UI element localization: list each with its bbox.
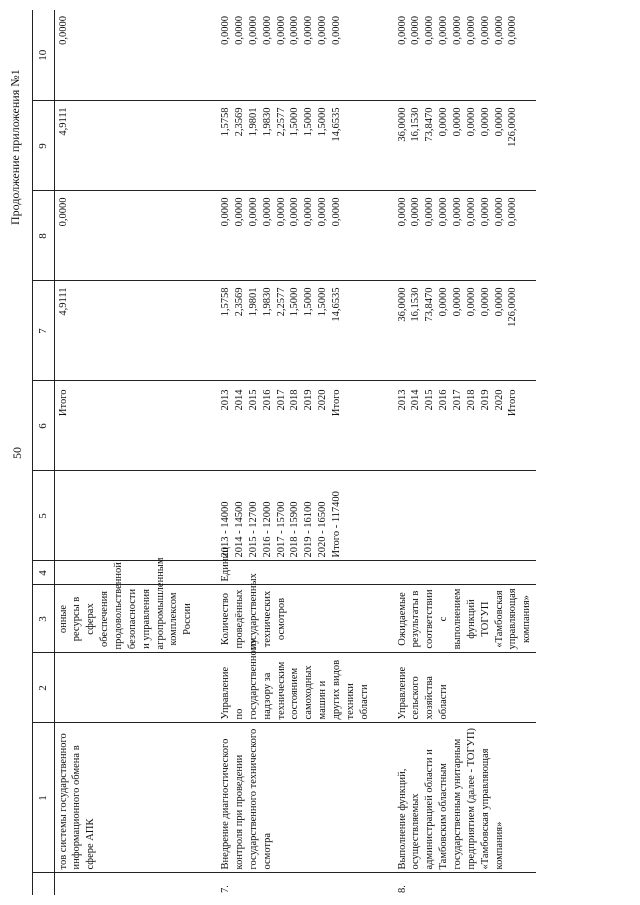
value: 0,0000 bbox=[261, 197, 273, 227]
table-row-7 bbox=[217, 10, 373, 895]
year-label: 2016 bbox=[261, 389, 273, 411]
year-label: 2020 bbox=[493, 389, 505, 411]
value: 0,0000 bbox=[479, 287, 491, 317]
value: 1,5000 bbox=[317, 107, 329, 137]
year-label: Итого bbox=[507, 389, 519, 417]
cell-regional-budget: 4,9111 bbox=[54, 101, 197, 191]
cell-indicator: Количество проведённых государственных технических осмотров bbox=[217, 585, 373, 653]
cell-local-budget: 0,0000 bbox=[54, 10, 197, 101]
cell-regional-budget bbox=[394, 101, 537, 191]
target-value: 2017 - 15700 bbox=[275, 501, 287, 558]
header-blank bbox=[33, 873, 55, 895]
total-label: Итого bbox=[57, 389, 69, 417]
value: 73,8470 bbox=[424, 287, 436, 322]
value: 0,0000 bbox=[247, 197, 259, 227]
value: 0,0000 bbox=[330, 197, 342, 227]
cell-year bbox=[217, 381, 373, 471]
value: 2,3569 bbox=[233, 107, 245, 137]
cell-indicator: онные ресурсы в сферах обеспечения продовольственной безопасности и управления агропромышленным комплексом России bbox=[54, 585, 197, 653]
value: 0,0000 bbox=[233, 197, 245, 227]
cell-total-funding bbox=[217, 281, 373, 381]
value: 0,0000 bbox=[247, 16, 259, 45]
value: 0,0000 bbox=[275, 197, 287, 227]
row-number: 7. bbox=[220, 885, 232, 893]
value: 0,0000 bbox=[289, 16, 301, 45]
value: 0,0000 bbox=[317, 16, 329, 45]
target-value: Итого - 117400 bbox=[330, 491, 342, 558]
year-label: 2014 bbox=[410, 389, 422, 411]
cell-unit: Единиц bbox=[217, 561, 373, 585]
value: 14,6535 bbox=[330, 107, 342, 142]
value: 1,5758 bbox=[220, 287, 232, 317]
value: 0,0000 bbox=[493, 107, 505, 137]
header-col-5: 5 bbox=[33, 471, 55, 561]
year-label: 2013 bbox=[220, 389, 232, 411]
year-label: 2013 bbox=[396, 389, 408, 411]
value: 0,0000 bbox=[493, 287, 505, 317]
cell-year bbox=[54, 381, 197, 471]
cell-unit bbox=[394, 561, 537, 585]
target-value: 2020 - 16500 bbox=[317, 501, 329, 558]
value: 1,9801 bbox=[247, 107, 259, 137]
year-label: 2018 bbox=[289, 389, 301, 411]
year-label: Итого bbox=[330, 389, 342, 417]
cell-local-budget bbox=[394, 10, 537, 101]
value: 1,5000 bbox=[317, 287, 329, 317]
value: 1,5000 bbox=[289, 107, 301, 137]
value: 1,9830 bbox=[261, 107, 273, 137]
value: 0,0000 bbox=[452, 16, 463, 45]
value: 16,1530 bbox=[410, 287, 422, 322]
value: 0,0000 bbox=[493, 16, 505, 45]
value: 14,6535 bbox=[330, 287, 342, 322]
value: 0,0000 bbox=[275, 16, 287, 45]
value: 0,0000 bbox=[424, 197, 436, 227]
value: 0,0000 bbox=[479, 107, 491, 137]
target-value: 2013 - 14000 bbox=[220, 501, 232, 558]
year-label: 2020 bbox=[317, 389, 329, 411]
value: 16,1530 bbox=[410, 107, 422, 142]
value: 0,0000 bbox=[438, 107, 450, 137]
value: 0,0000 bbox=[452, 107, 463, 137]
header-row bbox=[33, 10, 55, 895]
cell-federal-budget bbox=[217, 191, 373, 281]
cell-total-funding: 4,9111 bbox=[54, 281, 197, 381]
value: 1,9830 bbox=[261, 287, 273, 317]
target-value: 2019 - 16100 bbox=[303, 501, 315, 558]
value: 0,0000 bbox=[465, 287, 477, 317]
year-label: 2019 bbox=[479, 389, 491, 411]
value: 0,0000 bbox=[493, 197, 505, 227]
value: 0,0000 bbox=[507, 16, 519, 45]
year-label: 2018 bbox=[465, 389, 477, 411]
spacer-row bbox=[374, 10, 394, 895]
cell-target-values bbox=[54, 471, 197, 561]
target-value: 2015 - 12700 bbox=[247, 501, 259, 558]
header-col-8: 8 bbox=[33, 191, 55, 281]
target-value: 2014 - 14500 bbox=[233, 501, 245, 558]
appendix-label: Продолжение приложения №1 bbox=[8, 69, 22, 225]
value: 36,0000 bbox=[396, 287, 408, 322]
value: 0,0000 bbox=[479, 197, 491, 227]
year-label: 2019 bbox=[303, 389, 315, 411]
year-label: 2017 bbox=[275, 389, 287, 411]
value: 0,0000 bbox=[507, 197, 519, 227]
year-label: 2015 bbox=[247, 389, 259, 411]
header-col-6: 6 bbox=[33, 381, 55, 471]
row-number bbox=[54, 873, 197, 895]
value: 0,0000 bbox=[317, 197, 329, 227]
row-number: 8. bbox=[396, 885, 408, 893]
header-col-7: 7 bbox=[33, 281, 55, 381]
value: 0,0000 bbox=[330, 16, 342, 45]
value: 0,0000 bbox=[289, 197, 301, 227]
value: 0,0000 bbox=[261, 16, 273, 45]
value: 0,0000 bbox=[438, 197, 450, 227]
value: 0,0000 bbox=[303, 16, 315, 45]
value: 0,0000 bbox=[452, 287, 463, 317]
cell-federal-budget: 0,0000 bbox=[54, 191, 197, 281]
cell-year bbox=[394, 381, 537, 471]
header-col-9: 9 bbox=[33, 101, 55, 191]
value: 0,0000 bbox=[396, 197, 408, 227]
year-label: 2017 bbox=[452, 389, 463, 411]
value: 36,0000 bbox=[396, 107, 408, 142]
value: 126,0000 bbox=[507, 287, 519, 327]
cell-executor: Управление по государственному надзору за техническим состоянием самоходных машин и других видов техники области bbox=[217, 653, 373, 723]
value: 1,5758 bbox=[220, 107, 232, 137]
header-col-4: 4 bbox=[33, 561, 55, 585]
cell-indicator: Ожидаемые результаты в соответствии с выполнением функций ТОГУП «Тамбовская управляющая компания» bbox=[394, 585, 537, 653]
cell-executor bbox=[54, 653, 197, 723]
value: 0,0000 bbox=[410, 16, 422, 45]
spacer-row bbox=[197, 10, 217, 895]
cell-total-funding bbox=[394, 281, 537, 381]
value: 2,2577 bbox=[275, 107, 287, 137]
cell-regional-budget bbox=[217, 101, 373, 191]
program-table bbox=[32, 10, 536, 895]
value: 0,0000 bbox=[396, 16, 408, 45]
value: 0,0000 bbox=[424, 16, 436, 45]
year-label: 2015 bbox=[424, 389, 436, 411]
table-row-continued bbox=[54, 10, 197, 895]
value: 1,5000 bbox=[303, 107, 315, 137]
header-col-2: 2 bbox=[33, 653, 55, 723]
value: 1,5000 bbox=[303, 287, 315, 317]
value: 0,0000 bbox=[465, 197, 477, 227]
cell-target-values bbox=[394, 471, 537, 561]
value: 0,0000 bbox=[220, 16, 232, 45]
value: 0,0000 bbox=[233, 16, 245, 45]
value: 0,0000 bbox=[220, 197, 232, 227]
cell-measure-name: Выполнение функций, осуществляемых администрацией области и Тамбовским областным государственным унитарным предприятием (далее - ТОГУП) «Тамбовская управляющая компания» bbox=[394, 723, 537, 873]
value: 0,0000 bbox=[465, 16, 477, 45]
cell-measure-name: Внедрение диагностического контроля при проведении государственного технического осмотра bbox=[217, 723, 373, 873]
target-value: 2018 - 15900 bbox=[289, 501, 301, 558]
cell-measure-name: тов системы государственного информационного обмена в сфере АПК bbox=[54, 723, 197, 873]
value: 0,0000 bbox=[452, 197, 463, 227]
value: 2,3569 bbox=[233, 287, 245, 317]
value: 0,0000 bbox=[465, 107, 477, 137]
value: 0,0000 bbox=[438, 287, 450, 317]
value: 1,5000 bbox=[289, 287, 301, 317]
value: 2,2577 bbox=[275, 287, 287, 317]
year-label: 2014 bbox=[233, 389, 245, 411]
header-col-10: 10 bbox=[33, 10, 55, 101]
cell-executor: Управление сельского хозяйства области bbox=[394, 653, 537, 723]
value: 0,0000 bbox=[479, 16, 491, 45]
year-label: 2016 bbox=[438, 389, 450, 411]
cell-target-values bbox=[217, 471, 373, 561]
value: 0,0000 bbox=[410, 197, 422, 227]
header-col-1: 1 bbox=[33, 723, 55, 873]
value: 1,9801 bbox=[247, 287, 259, 317]
value: 0,0000 bbox=[438, 16, 450, 45]
value: 126,0000 bbox=[507, 107, 519, 147]
table-row-8 bbox=[394, 10, 537, 895]
cell-local-budget bbox=[217, 10, 373, 101]
cell-federal-budget bbox=[394, 191, 537, 281]
header-col-3: 3 bbox=[33, 585, 55, 653]
value: 73,8470 bbox=[424, 107, 436, 142]
value: 0,0000 bbox=[303, 197, 315, 227]
target-value: 2016 - 12000 bbox=[261, 501, 273, 558]
page-number: 50 bbox=[10, 447, 24, 459]
